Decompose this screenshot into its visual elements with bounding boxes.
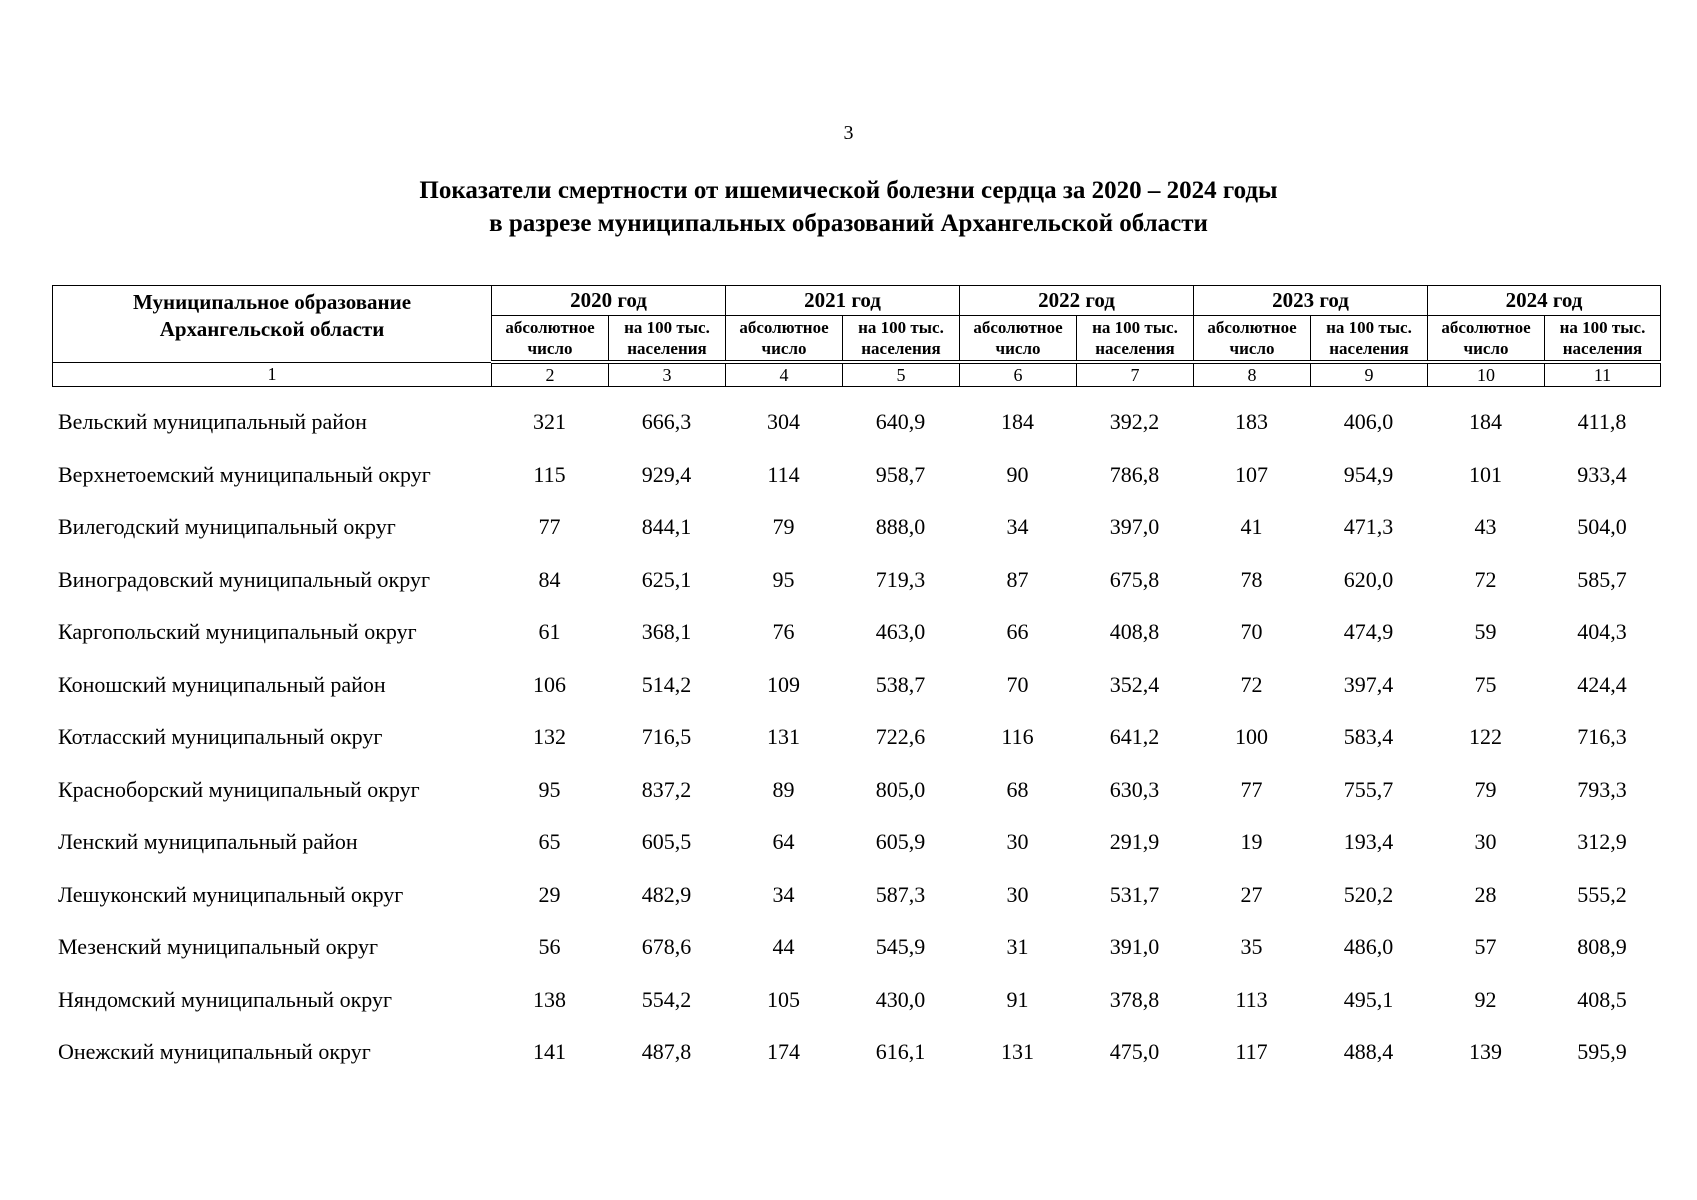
subheader-line-2: число (1229, 339, 1275, 358)
region-name: Няндомский муниципальный округ (58, 986, 392, 1012)
rate-value-cell: 424,4 (1577, 671, 1627, 697)
absolute-value-cell: 64 (772, 829, 795, 855)
absolute-value-cell: 30 (1474, 829, 1497, 855)
rate-value-cell: 486,0 (1343, 934, 1394, 960)
rate-value-cell: 844,1 (641, 514, 692, 540)
absolute-value-cell: 139 (1469, 1039, 1502, 1065)
table-row (52, 974, 1660, 1027)
absolute-value-cell: 34 (772, 881, 795, 907)
rate-value-cell: 888,0 (875, 514, 926, 540)
region-name: Красноборский муниципальный округ (58, 776, 420, 802)
subheader-rate (1311, 316, 1428, 363)
absolute-value-cell: 72 (1240, 671, 1263, 697)
region-name: Вельский муниципальный район (58, 409, 367, 435)
column-number: 11 (1545, 362, 1661, 387)
subheader-rate (843, 316, 960, 363)
absolute-value-cell: 131 (1001, 1039, 1034, 1065)
rate-value-cell: 954,9 (1343, 461, 1394, 487)
absolute-value-cell: 115 (533, 461, 566, 487)
rate-value-cell: 666,3 (641, 409, 692, 435)
absolute-value-cell: 183 (1235, 409, 1268, 435)
rate-value-cell: 404,3 (1577, 619, 1627, 645)
rate-value-cell: 531,7 (1109, 881, 1160, 907)
absolute-value-cell: 57 (1474, 934, 1497, 960)
absolute-value-cell: 113 (1235, 986, 1268, 1012)
absolute-value-cell: 79 (1474, 776, 1497, 802)
rate-value-cell: 641,2 (1109, 724, 1160, 750)
absolute-value-cell: 95 (538, 776, 561, 802)
rate-value-cell: 616,1 (875, 1039, 926, 1065)
absolute-value-cell: 141 (533, 1039, 566, 1065)
absolute-value-cell: 70 (1240, 619, 1263, 645)
subheader-line-1: на 100 тыс. (1326, 318, 1412, 337)
year-header: 2021 год (726, 286, 960, 316)
absolute-value-cell: 43 (1474, 514, 1497, 540)
absolute-value-cell: 56 (538, 934, 561, 960)
absolute-value-cell: 114 (767, 461, 800, 487)
rate-value-cell: 193,4 (1343, 829, 1394, 855)
subheader-line-1: на 100 тыс. (858, 318, 944, 337)
region-name: Верхнетоемский муниципальный округ (58, 461, 431, 487)
absolute-value-cell: 101 (1469, 461, 1502, 487)
subheader-absolute (492, 316, 609, 363)
rate-value-cell: 487,8 (641, 1039, 692, 1065)
absolute-value-cell: 107 (1235, 461, 1268, 487)
region-name: Лешуконский муниципальный округ (58, 881, 404, 907)
rate-value-cell: 408,5 (1577, 986, 1627, 1012)
absolute-value-cell: 84 (538, 566, 561, 592)
rate-value-cell: 488,4 (1343, 1039, 1394, 1065)
region-name: Коношский муниципальный район (58, 671, 386, 697)
table-header (52, 285, 1661, 387)
rate-value-cell: 514,2 (641, 671, 692, 697)
rate-value-cell: 722,6 (875, 724, 926, 750)
rate-value-cell: 640,9 (875, 409, 926, 435)
absolute-value-cell: 65 (538, 829, 561, 855)
absolute-value-cell: 131 (767, 724, 800, 750)
rate-value-cell: 620,0 (1343, 566, 1394, 592)
rate-value-cell: 716,5 (641, 724, 692, 750)
year-header: 2024 год (1428, 286, 1661, 316)
rate-value-cell: 555,2 (1577, 881, 1627, 907)
rate-value-cell: 411,8 (1577, 409, 1627, 435)
column-number: 8 (1194, 362, 1311, 387)
absolute-value-cell: 61 (538, 619, 561, 645)
absolute-value-cell: 105 (767, 986, 800, 1012)
title-line-1: Показатели смертности от ишемической болезни сердца за 2020 – 2024 годы (419, 177, 1278, 204)
column-number-row (53, 362, 1661, 387)
rate-value-cell: 585,7 (1577, 566, 1627, 592)
year-header: 2022 год (960, 286, 1194, 316)
rate-value-cell: 808,9 (1577, 934, 1627, 960)
absolute-value-cell: 109 (767, 671, 800, 697)
rate-value-cell: 471,3 (1343, 514, 1394, 540)
rate-value-cell: 291,9 (1109, 829, 1160, 855)
rate-value-cell: 630,3 (1109, 776, 1160, 802)
rate-value-cell: 595,9 (1577, 1039, 1627, 1065)
table-row (52, 921, 1660, 974)
rate-value-cell: 675,8 (1109, 566, 1160, 592)
table-row (52, 606, 1660, 659)
absolute-value-cell: 31 (1006, 934, 1029, 960)
absolute-value-cell: 304 (767, 409, 800, 435)
column-number: 3 (609, 362, 726, 387)
header-year-row (53, 286, 1661, 316)
absolute-value-cell: 184 (1001, 409, 1034, 435)
table-row (52, 501, 1660, 554)
table-row (52, 659, 1660, 712)
rate-value-cell: 755,7 (1343, 776, 1394, 802)
column-number: 2 (492, 362, 609, 387)
column-number: 7 (1077, 362, 1194, 387)
column-number: 5 (843, 362, 960, 387)
absolute-value-cell: 138 (533, 986, 566, 1012)
region-header-line-2: Архангельской области (159, 317, 385, 341)
rate-value-cell: 786,8 (1109, 461, 1160, 487)
rate-value-cell: 406,0 (1343, 409, 1394, 435)
region-name: Виноградовский муниципальный округ (58, 566, 430, 592)
region-name: Каргопольский муниципальный округ (58, 619, 417, 645)
rate-value-cell: 678,6 (641, 934, 692, 960)
rate-value-cell: 793,3 (1577, 776, 1627, 802)
subheader-absolute (1194, 316, 1311, 363)
column-number: 1 (53, 362, 492, 387)
absolute-value-cell: 117 (1235, 1039, 1268, 1065)
subheader-line-1: на 100 тыс. (624, 318, 710, 337)
rate-value-cell: 463,0 (875, 619, 926, 645)
absolute-value-cell: 75 (1474, 671, 1497, 697)
table-row (52, 1026, 1660, 1079)
table-row (52, 764, 1660, 817)
absolute-value-cell: 106 (533, 671, 566, 697)
absolute-value-cell: 35 (1240, 934, 1263, 960)
subheader-line-2: число (1463, 339, 1509, 358)
subheader-rate (1077, 316, 1194, 363)
absolute-value-cell: 321 (533, 409, 566, 435)
subheader-line-1: абсолютное (973, 318, 1063, 337)
rate-value-cell: 397,4 (1343, 671, 1394, 697)
region-column-header (53, 286, 492, 363)
absolute-value-cell: 76 (772, 619, 795, 645)
subheader-line-2: населения (1095, 339, 1175, 358)
rate-value-cell: 392,2 (1109, 409, 1160, 435)
rate-value-cell: 583,4 (1343, 724, 1394, 750)
region-name: Вилегодский муниципальный округ (58, 514, 396, 540)
subheader-line-1: абсолютное (1207, 318, 1297, 337)
rate-value-cell: 837,2 (641, 776, 692, 802)
subheader-line-2: населения (861, 339, 941, 358)
absolute-value-cell: 29 (538, 881, 561, 907)
rate-value-cell: 474,9 (1343, 619, 1394, 645)
table-row (52, 816, 1660, 869)
absolute-value-cell: 174 (767, 1039, 800, 1065)
absolute-value-cell: 70 (1006, 671, 1029, 697)
rate-value-cell: 475,0 (1109, 1039, 1160, 1065)
subheader-line-2: населения (1562, 339, 1643, 358)
absolute-value-cell: 28 (1474, 881, 1497, 907)
absolute-value-cell: 77 (538, 514, 561, 540)
subheader-line-2: число (761, 339, 807, 358)
subheader-absolute (726, 316, 843, 363)
absolute-value-cell: 79 (772, 514, 795, 540)
column-number: 10 (1428, 362, 1545, 387)
absolute-value-cell: 27 (1240, 881, 1263, 907)
absolute-value-cell: 77 (1240, 776, 1263, 802)
subheader-absolute (960, 316, 1077, 363)
rate-value-cell: 504,0 (1577, 514, 1627, 540)
rate-value-cell: 520,2 (1343, 881, 1394, 907)
rate-value-cell: 495,1 (1343, 986, 1394, 1012)
rate-value-cell: 605,9 (875, 829, 926, 855)
rate-value-cell: 587,3 (875, 881, 926, 907)
region-header-line-1: Муниципальное образование (132, 290, 412, 314)
absolute-value-cell: 59 (1474, 619, 1497, 645)
subheader-line-2: населения (1329, 339, 1409, 358)
absolute-value-cell: 92 (1474, 986, 1497, 1012)
rate-value-cell: 538,7 (875, 671, 926, 697)
region-name: Онежский муниципальный округ (58, 1039, 371, 1065)
absolute-value-cell: 91 (1006, 986, 1029, 1012)
region-name: Ленский муниципальный район (58, 829, 358, 855)
document-title (0, 174, 1697, 240)
absolute-value-cell: 132 (533, 724, 566, 750)
absolute-value-cell: 34 (1006, 514, 1029, 540)
subheader-line-1: абсолютное (505, 318, 595, 337)
absolute-value-cell: 100 (1235, 724, 1268, 750)
column-number: 4 (726, 362, 843, 387)
subheader-line-1: абсолютное (1441, 318, 1531, 337)
rate-value-cell: 482,9 (641, 881, 692, 907)
rate-value-cell: 352,4 (1109, 671, 1160, 697)
absolute-value-cell: 116 (1001, 724, 1034, 750)
subheader-absolute (1428, 316, 1545, 363)
absolute-value-cell: 78 (1240, 566, 1263, 592)
rate-value-cell: 929,4 (641, 461, 692, 487)
subheader-line-1: на 100 тыс. (1559, 318, 1646, 337)
page-number: 3 (843, 122, 854, 144)
year-header: 2023 год (1194, 286, 1428, 316)
rate-value-cell: 312,9 (1577, 829, 1627, 855)
rate-value-cell: 625,1 (641, 566, 692, 592)
table-row (52, 711, 1660, 764)
rate-value-cell: 716,3 (1577, 724, 1627, 750)
subheader-line-1: на 100 тыс. (1092, 318, 1178, 337)
rate-value-cell: 605,5 (641, 829, 692, 855)
rate-value-cell: 933,4 (1577, 461, 1627, 487)
rate-value-cell: 397,0 (1109, 514, 1160, 540)
absolute-value-cell: 184 (1469, 409, 1502, 435)
absolute-value-cell: 72 (1474, 566, 1497, 592)
rate-value-cell: 368,1 (641, 619, 692, 645)
absolute-value-cell: 68 (1006, 776, 1029, 802)
rate-value-cell: 408,8 (1109, 619, 1160, 645)
subheader-rate (609, 316, 726, 363)
absolute-value-cell: 90 (1006, 461, 1029, 487)
region-name: Мезенский муниципальный округ (58, 934, 379, 960)
rate-value-cell: 430,0 (875, 986, 926, 1012)
subheader-line-2: число (527, 339, 573, 358)
subheader-line-2: населения (627, 339, 707, 358)
rate-value-cell: 719,3 (875, 566, 926, 592)
absolute-value-cell: 122 (1469, 724, 1502, 750)
absolute-value-cell: 19 (1240, 829, 1263, 855)
subheader-line-2: число (995, 339, 1041, 358)
absolute-value-cell: 30 (1006, 829, 1029, 855)
region-name: Котласский муниципальный округ (58, 724, 383, 750)
column-number: 6 (960, 362, 1077, 387)
rate-value-cell: 958,7 (875, 461, 926, 487)
table-row (52, 396, 1660, 449)
year-header: 2020 год (492, 286, 726, 316)
table-row (52, 449, 1660, 502)
rate-value-cell: 554,2 (641, 986, 692, 1012)
subheader-line-1: абсолютное (739, 318, 829, 337)
table-row (52, 869, 1660, 922)
rate-value-cell: 545,9 (875, 934, 926, 960)
rate-value-cell: 391,0 (1109, 934, 1160, 960)
title-line-2: в разрезе муниципальных образований Архангельской области (489, 210, 1208, 237)
absolute-value-cell: 95 (772, 566, 795, 592)
absolute-value-cell: 30 (1006, 881, 1029, 907)
absolute-value-cell: 89 (772, 776, 795, 802)
rate-value-cell: 805,0 (875, 776, 926, 802)
table-row (52, 554, 1660, 607)
absolute-value-cell: 44 (772, 934, 795, 960)
absolute-value-cell: 66 (1006, 619, 1029, 645)
data-table (52, 396, 1660, 1079)
absolute-value-cell: 41 (1240, 514, 1263, 540)
rate-value-cell: 378,8 (1109, 986, 1160, 1012)
subheader-rate (1545, 316, 1661, 363)
absolute-value-cell: 87 (1006, 566, 1029, 592)
column-number: 9 (1311, 362, 1428, 387)
